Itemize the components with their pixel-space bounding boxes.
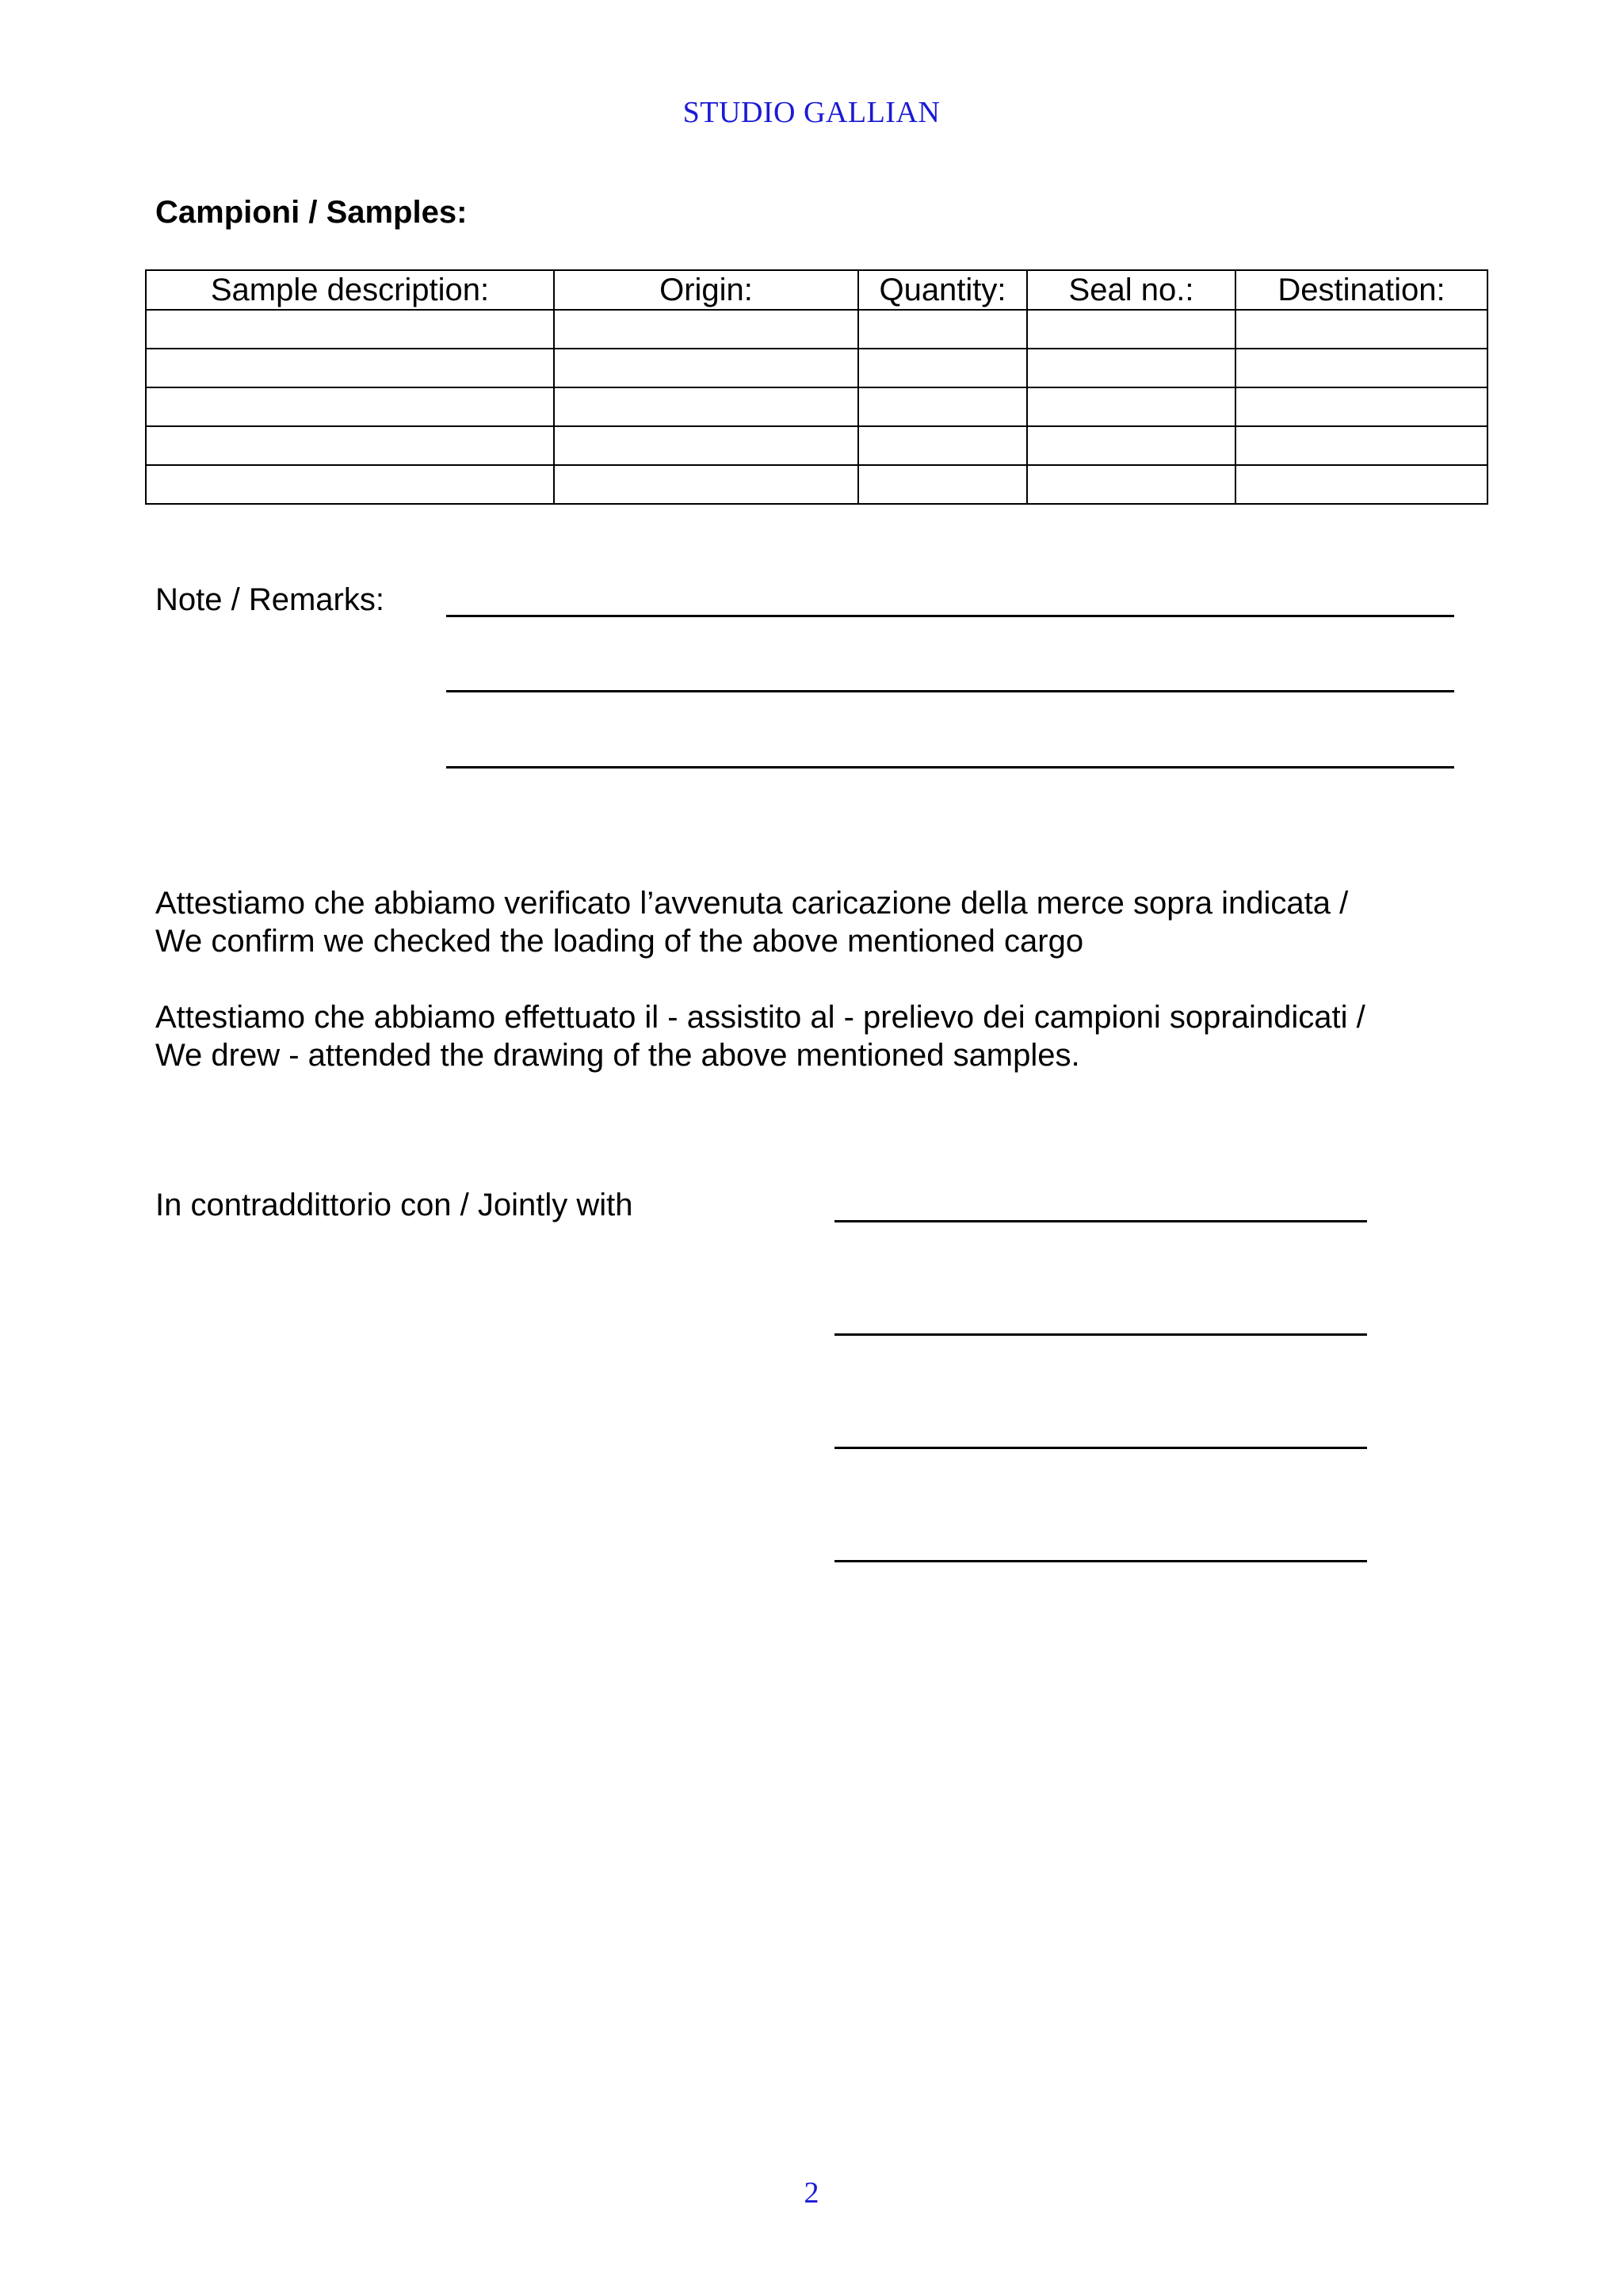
- samples-table: [145, 269, 1488, 505]
- samples-section-title: Campioni / Samples:: [155, 195, 468, 230]
- table-cell-origin[interactable]: [554, 349, 858, 387]
- jointly-signature-line-1[interactable]: [834, 1220, 1367, 1222]
- table-cell-origin[interactable]: [554, 465, 858, 504]
- table-cell-quantity[interactable]: [858, 465, 1027, 504]
- table-row: [146, 387, 1487, 426]
- loading-statement-italian: Attestiamo che abbiamo verificato l’avvenuta caricazione della merce sopra indicata /: [155, 886, 1349, 921]
- jointly-with-label: In contraddittorio con / Jointly with: [155, 1188, 633, 1222]
- table-cell-destination[interactable]: [1235, 310, 1487, 349]
- table-cell-origin[interactable]: [554, 426, 858, 465]
- table-cell-destination[interactable]: [1235, 426, 1487, 465]
- table-cell-origin[interactable]: [554, 310, 858, 349]
- table-cell-destination[interactable]: [1235, 387, 1487, 426]
- table-cell-seal-no[interactable]: [1027, 387, 1235, 426]
- column-header-quantity: Quantity:: [858, 270, 1027, 310]
- table-cell-sample-description[interactable]: [146, 426, 554, 465]
- loading-statement-english: We confirm we checked the loading of the above mentioned cargo: [155, 924, 1084, 959]
- remarks-label: Note / Remarks:: [155, 582, 384, 617]
- column-header-destination: Destination:: [1235, 270, 1487, 310]
- company-header: STUDIO GALLIAN: [682, 96, 941, 129]
- column-header-origin: Origin:: [554, 270, 858, 310]
- column-header-seal-no: Seal no.:: [1027, 270, 1235, 310]
- table-cell-quantity[interactable]: [858, 310, 1027, 349]
- jointly-signature-line-3[interactable]: [834, 1447, 1367, 1449]
- table-cell-seal-no[interactable]: [1027, 426, 1235, 465]
- samples-table-header-row: [146, 270, 1487, 310]
- column-header-sample-description: Sample description:: [146, 270, 554, 310]
- samples-statement-italian: Attestiamo che abbiamo effettuato il - assistito al - prelievo dei campioni sopraindicati /: [155, 1000, 1365, 1035]
- table-cell-origin[interactable]: [554, 387, 858, 426]
- table-row: [146, 310, 1487, 349]
- samples-statement-english: We drew - attended the drawing of the above mentioned samples.: [155, 1038, 1080, 1073]
- table-row: [146, 349, 1487, 387]
- table-cell-destination[interactable]: [1235, 349, 1487, 387]
- table-cell-sample-description[interactable]: [146, 349, 554, 387]
- remarks-line-3[interactable]: [446, 766, 1454, 769]
- table-cell-seal-no[interactable]: [1027, 349, 1235, 387]
- jointly-signature-line-4[interactable]: [834, 1560, 1367, 1562]
- table-row: [146, 426, 1487, 465]
- table-cell-sample-description[interactable]: [146, 387, 554, 426]
- table-cell-destination[interactable]: [1235, 465, 1487, 504]
- table-cell-quantity[interactable]: [858, 426, 1027, 465]
- remarks-line-2[interactable]: [446, 690, 1454, 692]
- table-cell-sample-description[interactable]: [146, 465, 554, 504]
- table-row: [146, 465, 1487, 504]
- page-number: 2: [804, 2176, 819, 2210]
- table-cell-quantity[interactable]: [858, 387, 1027, 426]
- jointly-signature-line-2[interactable]: [834, 1333, 1367, 1336]
- table-cell-seal-no[interactable]: [1027, 310, 1235, 349]
- table-cell-sample-description[interactable]: [146, 310, 554, 349]
- table-cell-seal-no[interactable]: [1027, 465, 1235, 504]
- table-cell-quantity[interactable]: [858, 349, 1027, 387]
- remarks-line-1[interactable]: [446, 615, 1454, 617]
